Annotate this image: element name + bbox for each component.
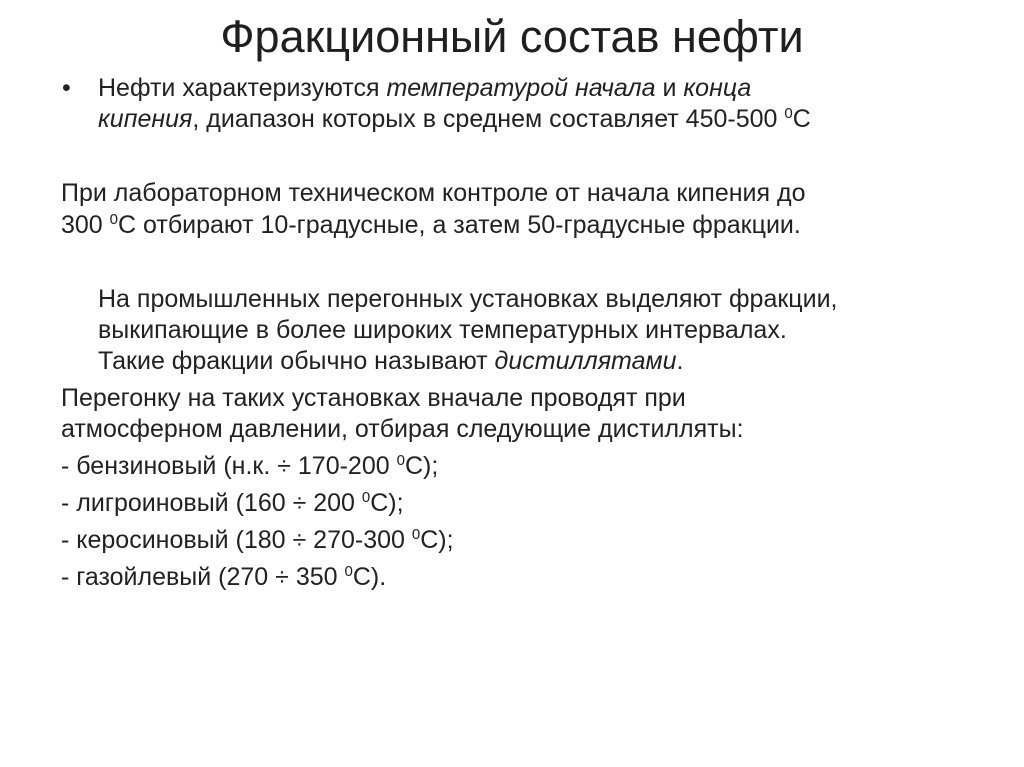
- degree-superscript: 0: [411, 526, 421, 543]
- degree-superscript: 0: [109, 211, 119, 228]
- para2-line1: При лабораторном техническом контроле от начала кипения до: [61, 179, 806, 207]
- para1-text: и: [655, 74, 684, 102]
- para2-text: С отбирают 10-градусные, а затем 50-градусные фракции.: [118, 211, 801, 239]
- para2-text: 300: [61, 211, 110, 239]
- degree-superscript: 0: [344, 563, 353, 580]
- distillate-item-ligroin: [61, 488, 404, 519]
- distillate-text: - газойлевый (270 ÷ 350: [61, 563, 345, 591]
- para1-emphasis: конца: [683, 74, 752, 102]
- para1-text: , диапазон которых в среднем составляет 450-500: [192, 105, 785, 133]
- para1-line1: [98, 73, 751, 104]
- distillate-text: - керосиновый (180 ÷ 270-300: [61, 526, 412, 554]
- para3-text: .: [676, 347, 684, 375]
- para3-emphasis: дистиллятами: [494, 347, 677, 375]
- para3-line1: На промышленных перегонных установках выделяют фракции,: [98, 285, 838, 313]
- distillate-text: С);: [420, 526, 454, 554]
- para4-line1: Перегонку на таких установках вначале проводят при: [61, 384, 686, 412]
- distillate-text: - бензиновый (н.к. ÷ 170-200: [61, 452, 397, 480]
- distillate-text: С).: [352, 563, 387, 591]
- distillate-item-kerosene: [61, 525, 454, 556]
- para3-text: Такие фракции обычно называют: [98, 347, 495, 375]
- para3-line3: [98, 346, 684, 377]
- distillate-item-benzine: [61, 451, 438, 482]
- degree-superscript: 0: [361, 489, 371, 506]
- para1-text: С: [792, 105, 811, 133]
- distillate-item-gasoil: [61, 562, 386, 593]
- para2-line2: [61, 210, 801, 241]
- bullet-icon: •: [62, 74, 71, 102]
- para1-emphasis: температурой начала: [386, 74, 656, 102]
- distillate-text: - лигроиновый (160 ÷ 200: [61, 489, 362, 517]
- para1-emphasis: кипения: [98, 105, 193, 133]
- para1-line2: [98, 104, 811, 135]
- distillate-text: С);: [404, 452, 439, 480]
- para3-line2: выкипающие в более широких температурных интервалах.: [98, 316, 787, 344]
- para1-text: Нефти характеризуются: [98, 74, 387, 102]
- degree-superscript: 0: [784, 105, 793, 122]
- para4-line2: атмосферном давлении, отбирая следующие дистилляты:: [61, 415, 744, 443]
- degree-superscript: 0: [396, 452, 405, 469]
- slide-title: Фракционный состав нефти: [220, 11, 804, 62]
- distillate-text: С);: [370, 489, 404, 517]
